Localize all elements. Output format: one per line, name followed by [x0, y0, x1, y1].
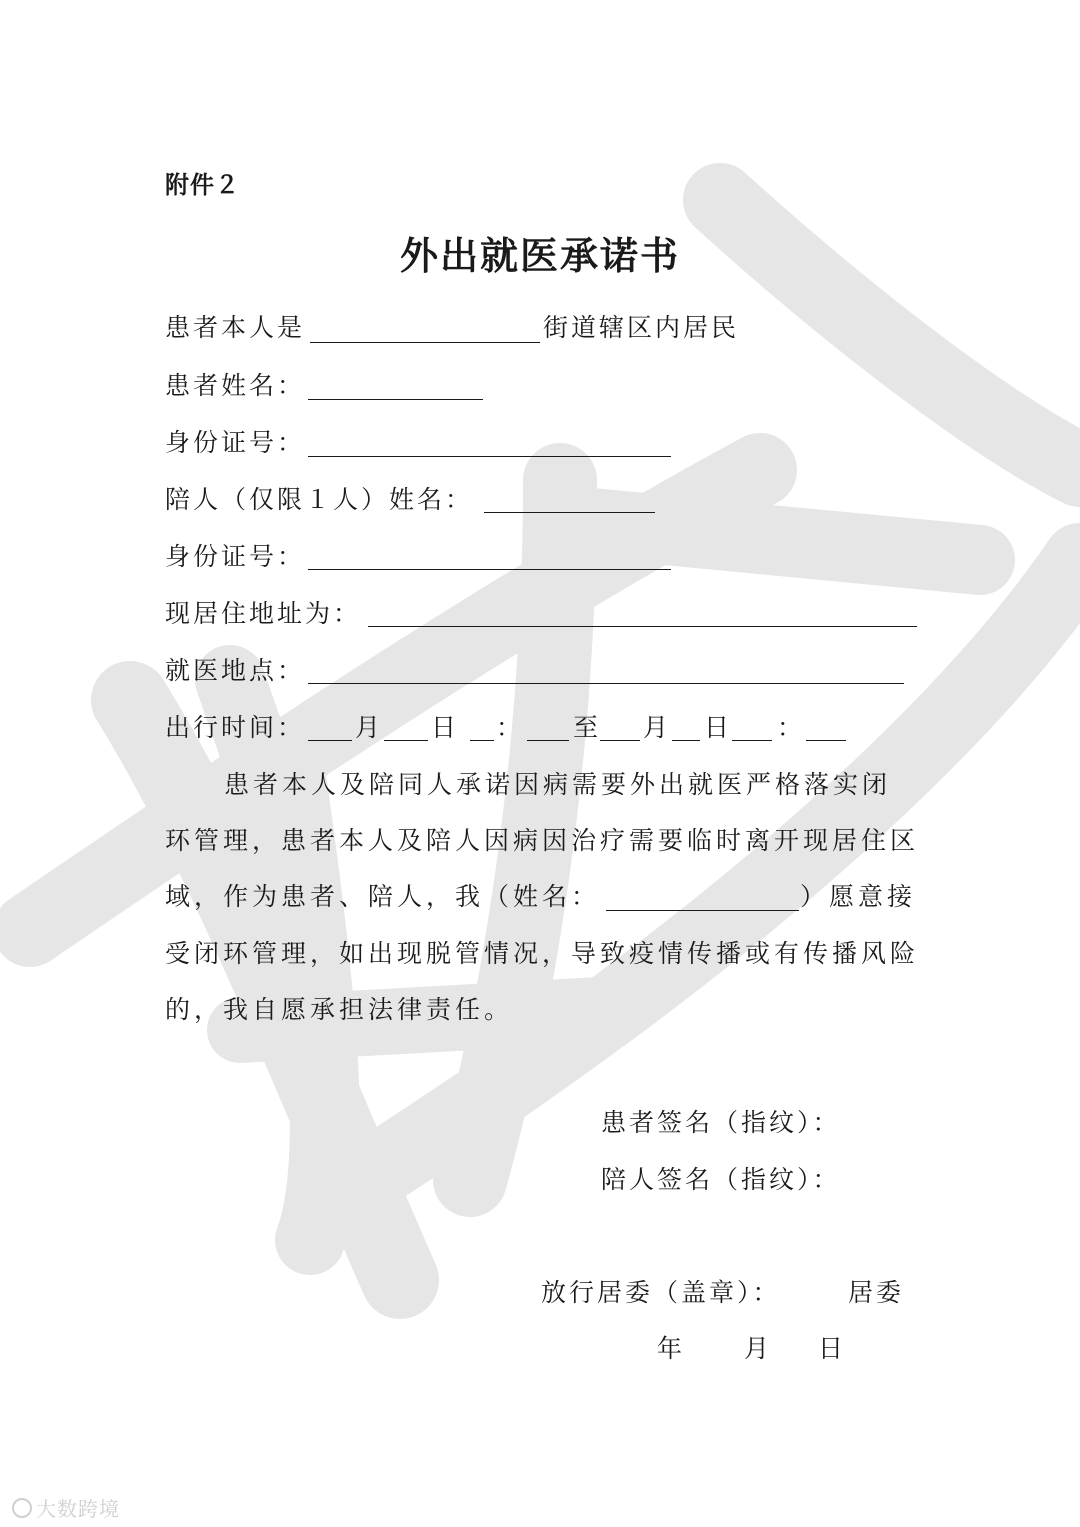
footer-logo: [12, 1493, 120, 1522]
companion-id-blank[interactable]: [308, 569, 671, 570]
end-minute-blank[interactable]: [806, 740, 846, 741]
commitment-line-5: 的，我自愿承担法律责任。: [165, 995, 514, 1024]
footer-logo-text: 大数跨境: [36, 1497, 120, 1521]
hospital-location-label: 就医地点：: [165, 656, 306, 685]
address-label: 现居住地址为：: [165, 599, 362, 628]
start-minute-blank[interactable]: [527, 740, 569, 741]
committee-stamp-label: 放行居委（盖章）：: [541, 1278, 781, 1307]
start-month-unit: 月: [355, 713, 384, 742]
commitment-line-4: 受闭环管理，如出现脱管情况，导致疫情传播或有传播风险: [165, 939, 920, 968]
commitment-line-1: 患者本人及陪同人承诺因病需要外出就医严格落实闭: [224, 770, 892, 799]
address-blank[interactable]: [368, 626, 917, 627]
logo-ring-icon: [12, 1498, 32, 1518]
residence-prefix-label: 患者本人是: [165, 313, 306, 342]
commitment-line-3-suffix: ）愿意接: [800, 882, 917, 911]
start-day-unit: 日: [431, 713, 460, 742]
attachment-label: 附件２: [165, 170, 240, 199]
page-title: 外出就医承诺书: [399, 233, 680, 278]
patient-id-label: 身份证号：: [165, 428, 306, 457]
travel-time-label: 出行时间：: [165, 713, 306, 742]
to-label: 至: [573, 713, 602, 742]
end-day-blank[interactable]: [672, 740, 700, 741]
hospital-location-blank[interactable]: [308, 683, 904, 684]
end-hour-blank[interactable]: [732, 740, 772, 741]
start-day-blank[interactable]: [384, 740, 428, 741]
end-day-unit: 日: [704, 713, 733, 742]
approval-month-unit: 月: [744, 1334, 773, 1363]
start-time-colon: ：: [496, 713, 525, 742]
committee-suffix: 居委: [848, 1278, 905, 1307]
commitment-line-3-prefix: 域，作为患者、陪人，我（姓名：: [165, 882, 601, 911]
start-month-blank[interactable]: [308, 740, 352, 741]
end-time-colon: ：: [777, 713, 806, 742]
companion-name-blank[interactable]: [484, 512, 655, 513]
end-month-unit: 月: [643, 713, 672, 742]
start-hour-blank[interactable]: [470, 740, 494, 741]
residence-street-blank[interactable]: [310, 342, 540, 343]
patient-signature-label: 患者签名（指纹）：: [601, 1108, 841, 1137]
companion-name-label: 陪人（仅限１人）姓名：: [165, 485, 474, 514]
end-month-blank[interactable]: [600, 740, 640, 741]
approval-year-unit: 年: [657, 1334, 686, 1363]
patient-name-label: 患者姓名：: [165, 371, 306, 400]
companion-signature-label: 陪人签名（指纹）：: [601, 1165, 841, 1194]
patient-id-blank[interactable]: [308, 456, 671, 457]
residence-suffix-label: 街道辖区内居民: [543, 313, 740, 342]
patient-name-blank[interactable]: [308, 399, 483, 400]
approval-day-unit: 日: [818, 1334, 847, 1363]
commitment-line-2: 环管理，患者本人及陪人因病因治疗需要临时离开现居住区: [165, 826, 920, 855]
commitment-name-blank[interactable]: [606, 910, 799, 911]
companion-id-label: 身份证号：: [165, 542, 306, 571]
